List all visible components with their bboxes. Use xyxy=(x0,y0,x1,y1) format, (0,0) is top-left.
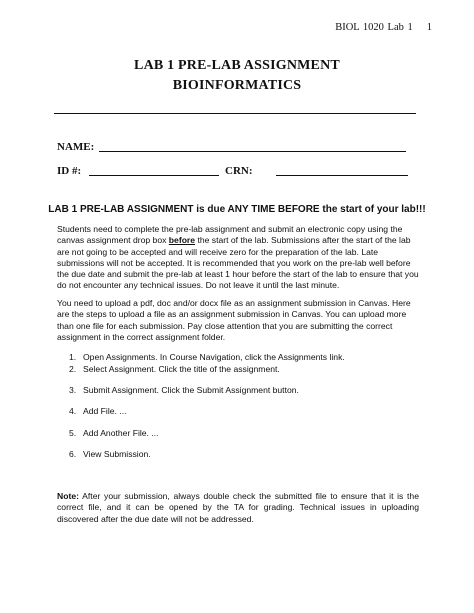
step-text: Submit Assignment. Click the Submit Assignment button. xyxy=(83,385,299,395)
document-subtitle: BIOINFORMATICS xyxy=(172,78,302,93)
step-number: 1. xyxy=(69,352,77,362)
page-number: 1 xyxy=(426,22,432,33)
upload-paragraph: You need to upload a pdf, doc and/or docx file as an assignment submission in Canvas. Here are the steps to upload a file as an assignment submission in Canvas. You can upload more than one file for each submission. Pay close attention that you are submitting the correct assignment in the correct assignment folder. xyxy=(57,298,411,342)
step-number: 2. xyxy=(69,364,77,374)
note-text: After your submission, always double check the submitted file to ensure that it is the correct file, and it can be opened by the TA for grading. Technical issues in uploading discovered after the due date will not be addressed. xyxy=(57,491,419,524)
id-label: ID #: xyxy=(57,165,82,177)
step-text: Add Another File. ... xyxy=(83,428,159,438)
step-item xyxy=(69,428,158,438)
step-number: 4. xyxy=(69,406,77,416)
step-text: Select Assignment. Click the title of the assignment. xyxy=(83,364,280,374)
step-item xyxy=(69,352,345,362)
step-number: 3. xyxy=(69,385,77,395)
crn-label: CRN: xyxy=(225,165,253,177)
page-header xyxy=(335,22,432,33)
name-field-line xyxy=(99,151,406,152)
instructions-text-2: the start of the lab. Submissions after the start of the lab are not going to be accepted and will receive zero for the preparation of the lab. Late submissions will not be accepted. It is recommended that you work on the pre-lab well before the due date and submit the pre-lab at least 1 hour before the start of the lab to ensure that you do not encounter any technical issues. Do not leave it until the last minute. xyxy=(57,235,419,291)
course-label: BIOL 1020 Lab 1 xyxy=(335,22,413,33)
step-number: 5. xyxy=(69,428,77,438)
step-text: View Submission. xyxy=(83,449,151,459)
instructions-emphasis: before xyxy=(168,235,196,246)
step-item xyxy=(69,385,299,395)
step-item xyxy=(69,406,126,416)
document-title: LAB 1 PRE-LAB ASSIGNMENT xyxy=(134,58,340,73)
step-item xyxy=(69,449,151,459)
step-item xyxy=(69,364,280,374)
step-number: 6. xyxy=(69,449,77,459)
step-text: Add File. ... xyxy=(83,406,127,416)
instructions-text-1: Students need to complete the pre-lab assignment and submit an electronic copy using the canvas assignment drop box xyxy=(57,224,403,246)
due-notice: LAB 1 PRE-LAB ASSIGNMENT is due ANY TIME BEFORE the start of your lab!!! xyxy=(48,204,426,215)
submission-note xyxy=(57,491,419,525)
crn-field-line xyxy=(276,175,408,176)
title-divider xyxy=(54,113,416,114)
note-label: Note: xyxy=(57,491,79,501)
id-field-line xyxy=(89,175,219,176)
name-label: NAME: xyxy=(57,141,95,153)
step-text: Open Assignments. In Course Navigation, click the Assignments link. xyxy=(83,352,345,362)
instructions-paragraph xyxy=(57,224,419,292)
